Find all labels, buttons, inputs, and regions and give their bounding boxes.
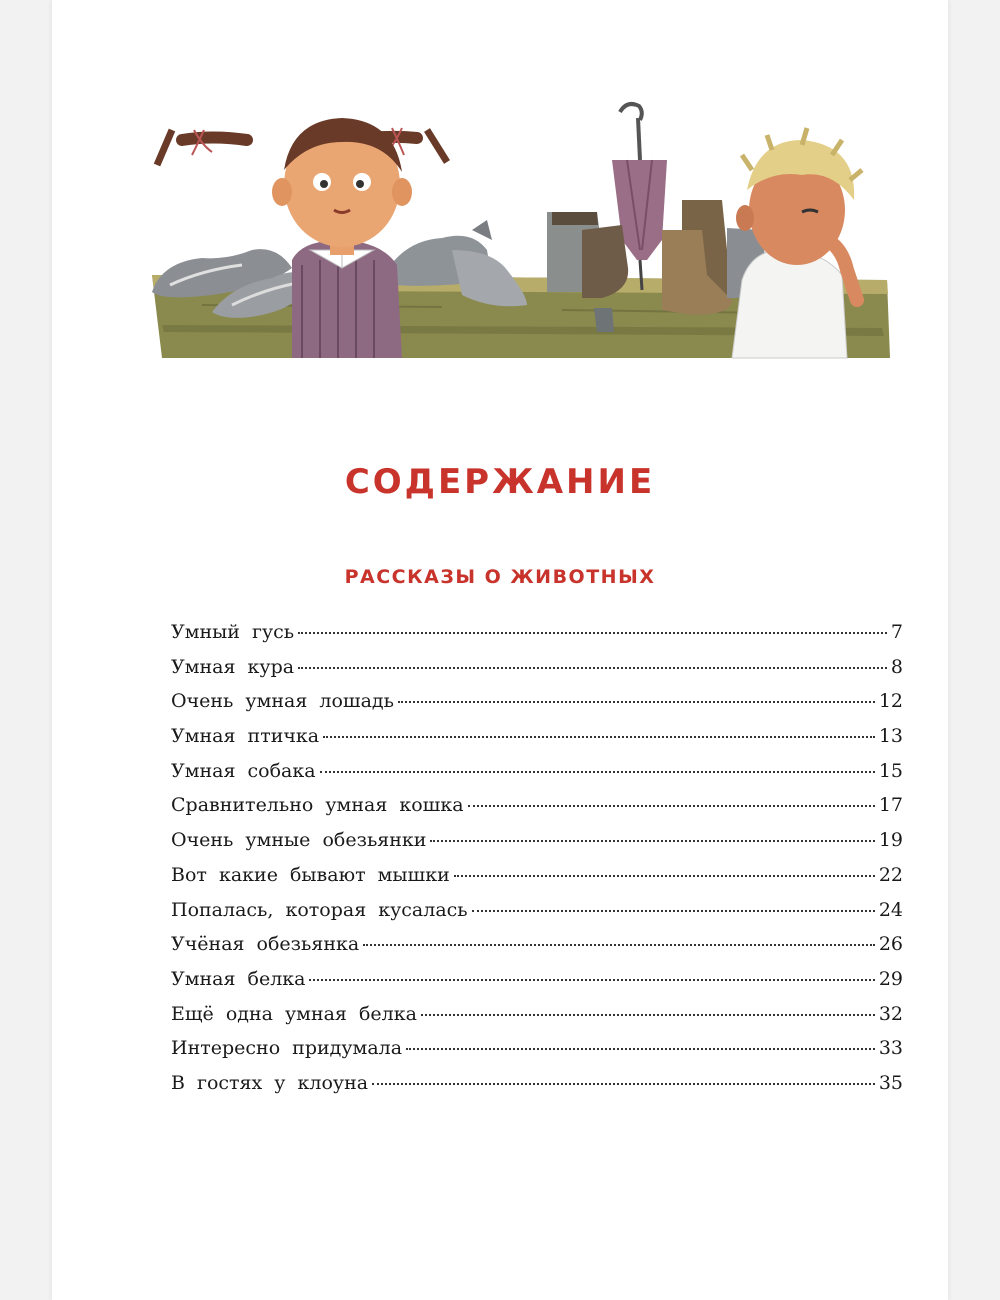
toc-entry-page: 7 — [890, 621, 903, 643]
toc-entry-title: Умная птичка — [171, 725, 320, 748]
toc-entry-page: 17 — [878, 794, 903, 817]
section-heading: РАССКАЗЫ О ЖИВОТНЫХ — [344, 566, 656, 588]
toc-entry-page: 26 — [878, 933, 903, 956]
toc-entry-page: 12 — [878, 690, 903, 713]
toc-entry-title: Умная кура — [171, 655, 295, 678]
toc-entry-title: Умный гусь — [171, 621, 295, 643]
leader-dots — [323, 736, 875, 738]
toc-entry-title: Очень умные обезьянки — [171, 829, 427, 852]
leader-dots — [468, 805, 875, 807]
leader-dots — [406, 1048, 875, 1050]
toc-entry-title: Умная собака — [171, 759, 316, 782]
toc-entry — [171, 754, 903, 789]
toc-entry-title: В гостях у клоуна — [171, 1071, 369, 1094]
toc-entry — [171, 684, 903, 719]
toc-entry-title: Очень умная лошадь — [171, 690, 394, 713]
leader-dots — [398, 701, 875, 703]
toc-entry — [171, 962, 903, 997]
leader-dots — [363, 944, 875, 946]
toc-entry — [171, 719, 903, 754]
toc-entry — [171, 927, 903, 962]
toc-entry-page: 19 — [878, 829, 903, 852]
toc-entry-page: 22 — [878, 863, 903, 886]
toc-entry-title: Вот какие бывают мышки — [171, 863, 450, 886]
toc-entry-title: Ещё одна умная белка — [171, 1002, 417, 1025]
toc-entry-page: 29 — [878, 967, 903, 990]
toc-entry — [171, 823, 903, 858]
toc-entry-title: Сравнительно умная кошка — [171, 794, 464, 817]
toc-entry-title: Учёная обезьянка — [171, 933, 360, 956]
toc-entry-title: Интересно придумала — [171, 1037, 403, 1060]
toc-entry — [171, 788, 903, 823]
leader-dots — [472, 910, 875, 912]
toc-entry — [171, 1066, 903, 1101]
toc-entry-page: 32 — [878, 1002, 903, 1025]
toc-entry-title: Умная белка — [171, 967, 306, 990]
toc-entry — [171, 997, 903, 1032]
toc-entry-page: 8 — [890, 655, 903, 678]
toc-entry — [171, 615, 903, 650]
leader-dots — [298, 667, 887, 669]
leader-dots — [421, 1014, 875, 1016]
toc-entry-page: 24 — [878, 898, 903, 921]
table-of-contents — [171, 615, 903, 1101]
toc-entry — [171, 650, 903, 685]
leader-dots — [309, 979, 874, 981]
toc-entry — [171, 858, 903, 893]
leader-dots — [320, 771, 875, 773]
page-title: СОДЕРЖАНИЕ — [344, 462, 656, 502]
leader-dots — [298, 632, 887, 634]
leader-dots — [430, 840, 874, 842]
book-page — [52, 0, 948, 1300]
leader-dots — [372, 1083, 875, 1085]
toc-entry — [171, 1031, 903, 1066]
leader-dots — [454, 875, 875, 877]
toc-entry-page: 33 — [878, 1037, 903, 1060]
toc-entry-page: 13 — [878, 725, 903, 748]
toc-entry-title: Попалась, которая кусалась — [171, 898, 468, 921]
toc-entry-page: 35 — [878, 1071, 903, 1094]
toc-entry — [171, 893, 903, 928]
header-illustration — [142, 100, 892, 365]
toc-entry-page: 15 — [878, 759, 903, 782]
